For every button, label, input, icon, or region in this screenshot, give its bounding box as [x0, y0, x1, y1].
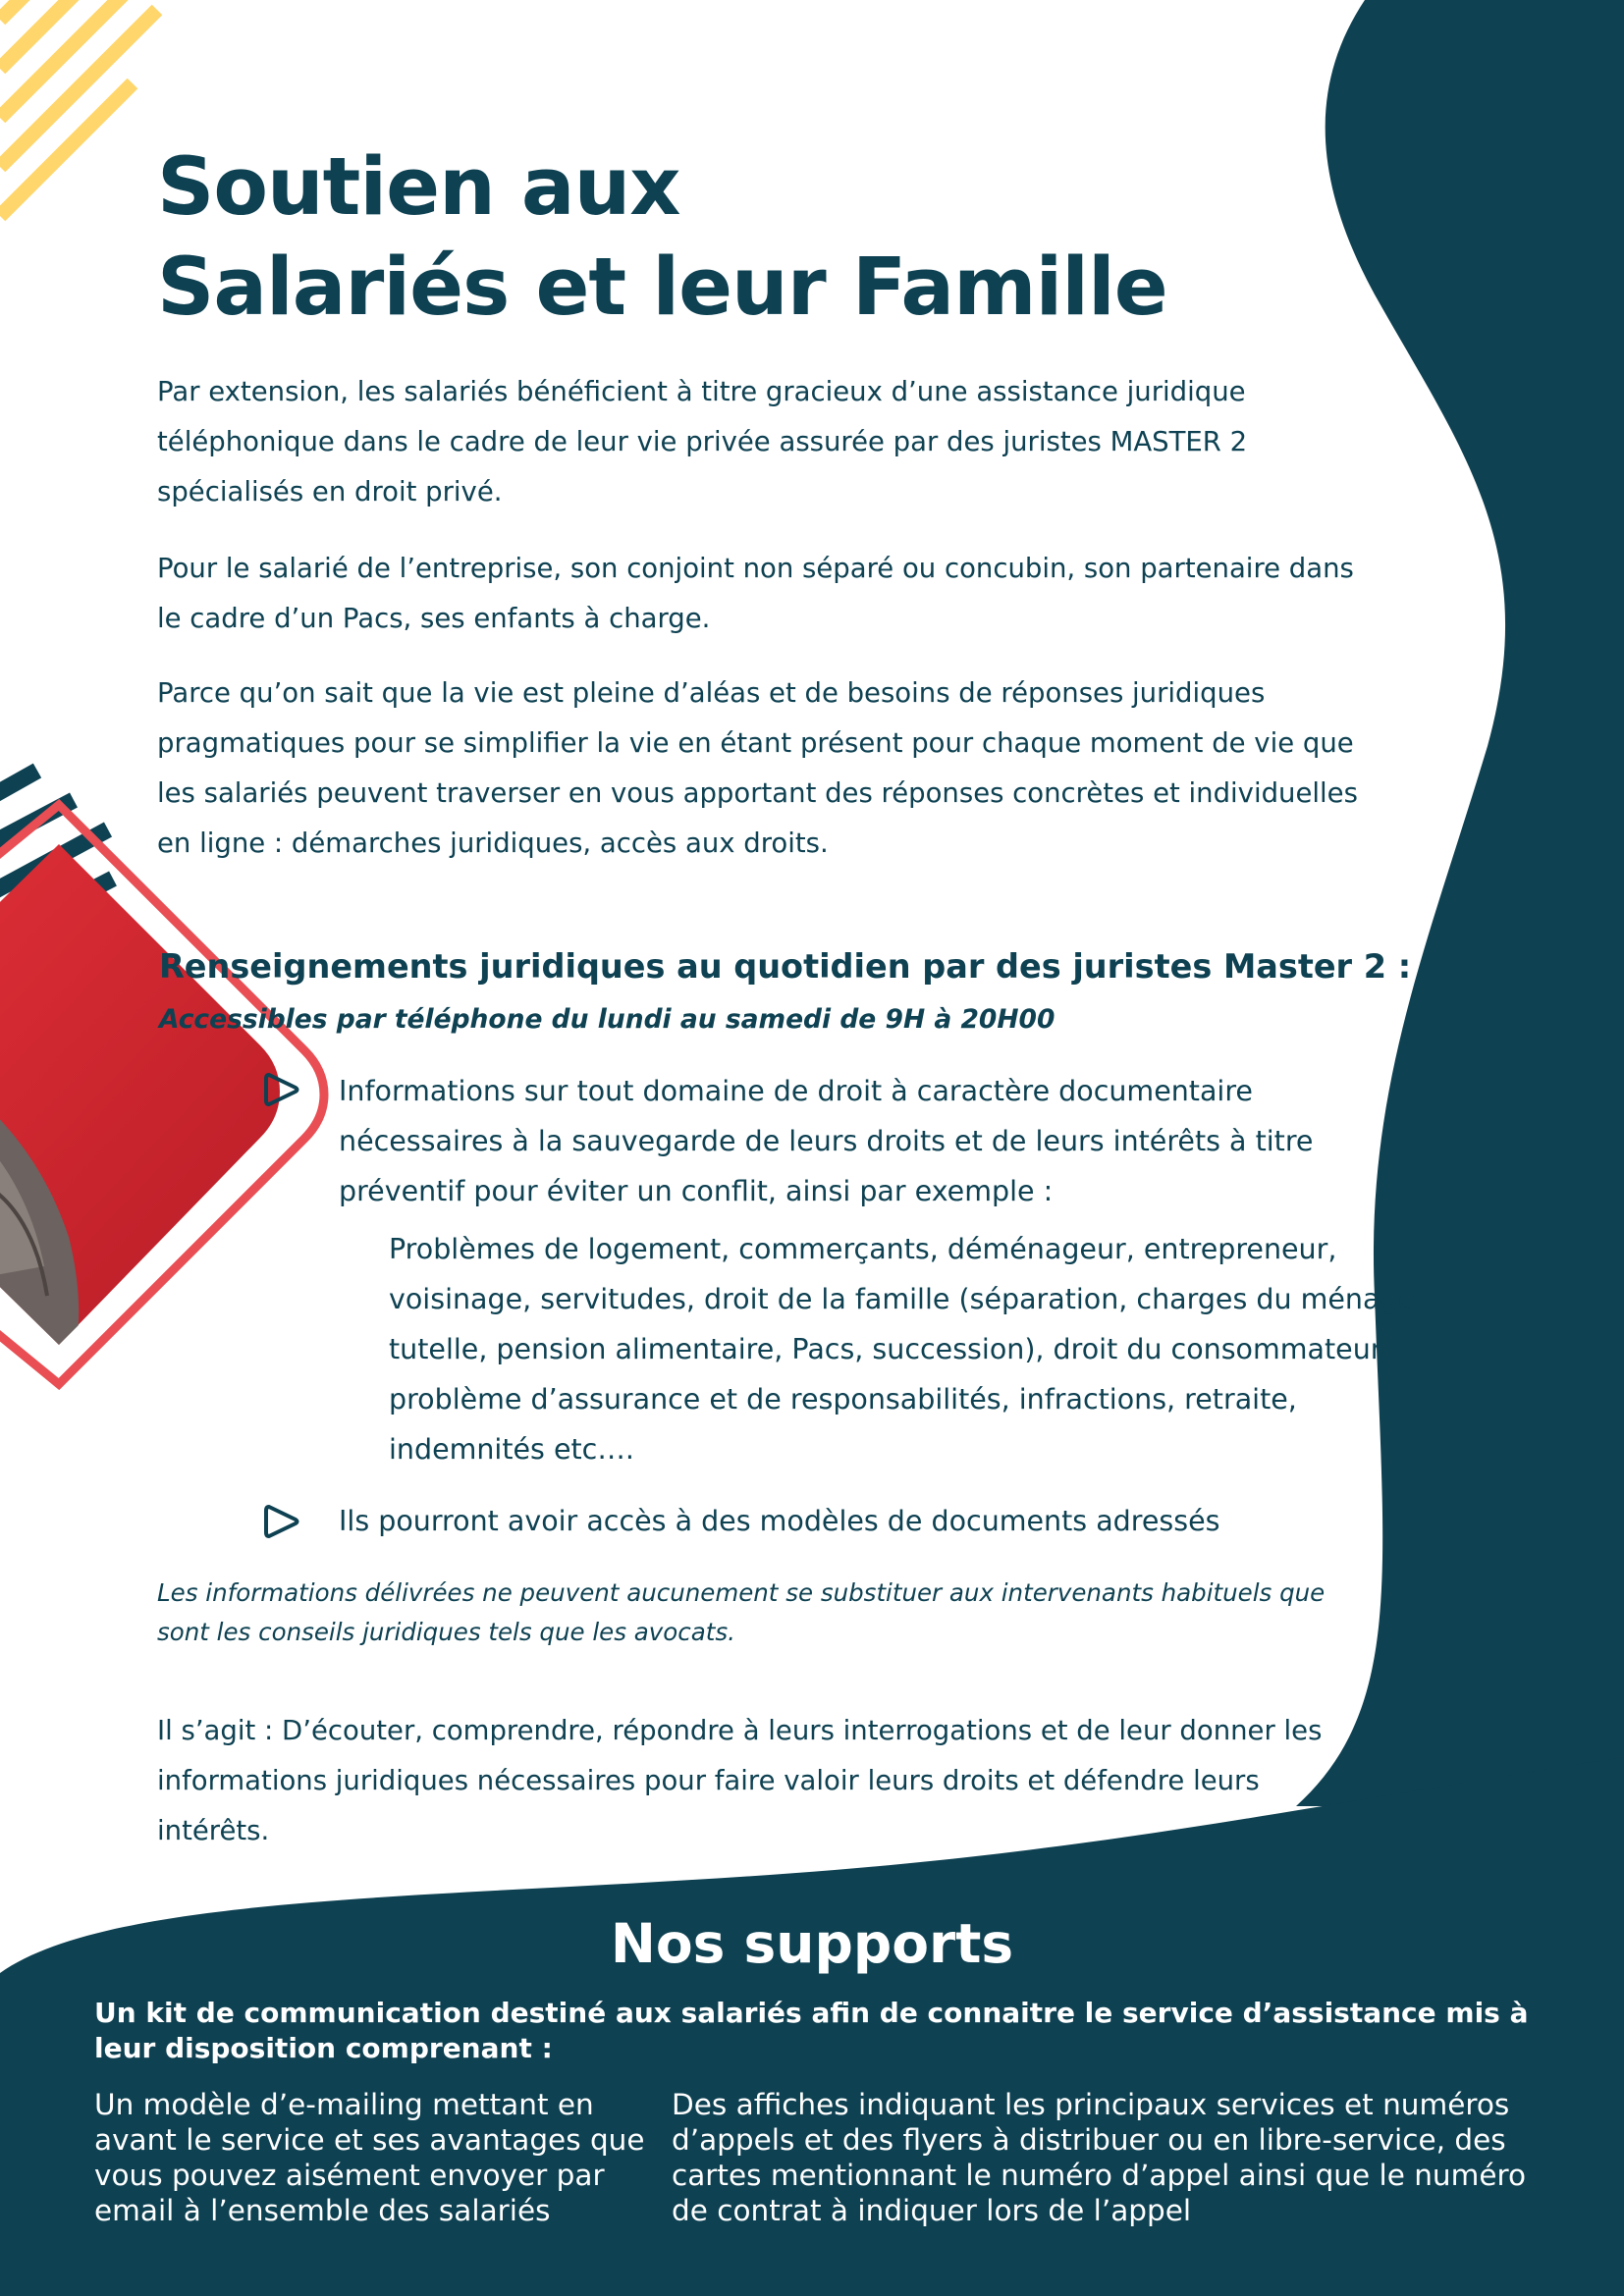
disclaimer-note: Les informations délivrées ne peuvent aucunement se substituer aux intervenants habituels que sont les conseils juridiques tels que les avocats. — [157, 1578, 1326, 1646]
supports-affiches-text: Des affiches indiquant les principaux services et numéros d’appels et des flyers à distribuer ou en libre-service, des cartes mentionnant le numéro d’appel ainsi que le numéro de contrat à indiquer lors de l’appel — [672, 2088, 1527, 2227]
intro-paragraph-3: Parce qu’on sait que la vie est pleine d’aléas et de besoins de réponses juridiques pragmatiques pour se simplifier la vie en étant présent pour chaque moment de vie que les salariés peuvent traverser en vous apportant des réponses concrètes et individuelles en ligne : démarches juridiques, accès aux droits. — [157, 677, 1358, 859]
supports-intro: Un kit de communication destiné aux salariés afin de connaitre le service d’assistance mis à leur disposition comprenant : — [94, 1997, 1529, 2064]
examples-list: Problèmes de logement, commerçants, déménageur, entrepreneur, voisinage, servitudes, droit de la famille (séparation, charges du ménage, tutelle, pension alimentaire, Pacs, succession), droit du consommateur, problème d’assurance et de responsabilités, infractions, retraite, indemnités etc…. — [389, 1233, 1425, 1466]
bullet-item-modeles: Ils pourront avoir accès à des modèles de documents adressés — [339, 1505, 1220, 1537]
page-title — [157, 137, 1167, 338]
title-line-1: Soutien aux — [157, 141, 680, 234]
play-triangle-icon — [261, 1070, 300, 1109]
supports-title: Nos supports — [610, 1912, 1014, 1975]
bullet-item-informations: Informations sur tout domaine de droit à caractère documentaire nécessaires à la sauvegarde de leurs droits et de leurs intérêts à titre préventif pour éviter un conflit, ainsi par exemple : — [339, 1075, 1314, 1207]
closing-paragraph: Il s’agit : D’écouter, comprendre, répondre à leurs interrogations et de leur donner les informations juridiques nécessaires pour faire valoir leurs droits et défendre leurs intérêts. — [157, 1715, 1323, 1846]
section-subheading: Accessibles par téléphone du lundi au samedi de 9H à 20H00 — [159, 1004, 1056, 1035]
play-triangle-icon — [261, 1502, 300, 1541]
title-line-2: Salariés et leur Famille — [157, 241, 1167, 334]
supports-emailing-text: Un modèle d’e-mailing mettant en avant le service et ses avantages que vous pouvez aisément envoyer par email à l’ensemble des salariés — [94, 2088, 645, 2227]
intro-paragraph-1: Par extension, les salariés bénéficient à titre gracieux d’une assistance juridique téléphonique dans le cadre de leur vie privée assurée par des juristes MASTER 2 spécialisés en droit privé. — [157, 376, 1248, 507]
section-heading: Renseignements juridiques au quotidien par des juristes Master 2 : — [159, 947, 1412, 986]
intro-paragraph-2: Pour le salarié de l’entreprise, son conjoint non séparé ou concubin, son partenaire dans le cadre d’un Pacs, ses enfants à charge. — [157, 553, 1354, 634]
